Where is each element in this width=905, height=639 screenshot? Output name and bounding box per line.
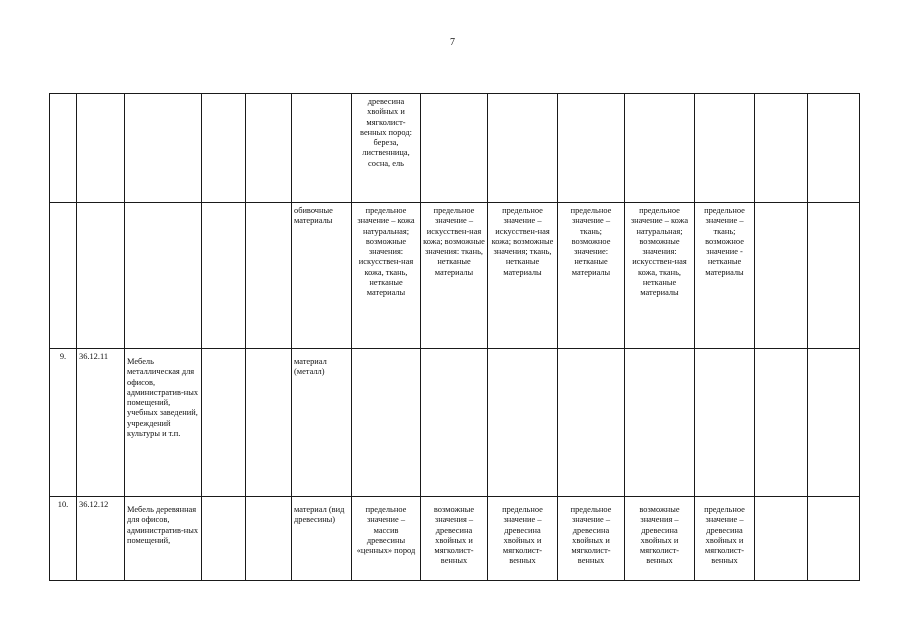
cell-value	[755, 349, 808, 497]
cell-characteristic: материал (вид древесины)	[292, 497, 352, 581]
table-row	[50, 203, 860, 349]
cell-value	[421, 94, 488, 203]
cell-empty	[202, 497, 246, 581]
cell-empty	[808, 349, 860, 497]
cell-value: предельное значение – древесина хвойных и мягколист-венных	[695, 497, 755, 581]
regulation-table	[49, 93, 860, 581]
table-row	[50, 349, 860, 497]
cell-value: предельное значение – искусствен-ная кожа; возможные значения; ткань, нетканые материалы	[488, 203, 558, 349]
cell-characteristic: обивочные материалы	[292, 203, 352, 349]
cell-value	[755, 94, 808, 203]
cell-value: предельное значение – древесина хвойных и мягколист-венных	[558, 497, 625, 581]
cell-empty	[246, 203, 292, 349]
cell-empty	[808, 203, 860, 349]
cell-number: 10.	[50, 497, 77, 581]
cell-empty	[246, 94, 292, 203]
cell-number: 9.	[50, 349, 77, 497]
cell-empty	[246, 497, 292, 581]
cell-value	[558, 94, 625, 203]
cell-value	[625, 94, 695, 203]
cell-value: предельное значение – кожа натуральная; возможные значения: искусствен-ная кожа, ткань, нетканые материалы	[352, 203, 421, 349]
table-row	[50, 497, 860, 581]
page-number: 7	[450, 37, 455, 48]
cell-value: древесина хвойных и мягколист-венных пород: береза, лиственница, сосна, ель	[352, 94, 421, 203]
cell-empty	[202, 349, 246, 497]
cell-empty	[246, 349, 292, 497]
cell-code: 36.12.12	[77, 497, 125, 581]
cell-value: предельное значение – древесина хвойных и мягколист-венных	[488, 497, 558, 581]
cell-value	[695, 94, 755, 203]
cell-value: предельное значение – ткань; возможное значение: нетканые материалы	[558, 203, 625, 349]
cell-name: Мебель деревянная для офисов, административ-ных помещений,	[125, 497, 202, 581]
table-row	[50, 94, 860, 203]
cell-empty	[202, 94, 246, 203]
cell-characteristic	[292, 94, 352, 203]
cell-value	[558, 349, 625, 497]
cell-characteristic: материал (металл)	[292, 349, 352, 497]
cell-value: предельное значение – кожа натуральная; возможные значения: искусствен-ная кожа, ткань, нетканые материалы	[625, 203, 695, 349]
cell-value	[755, 203, 808, 349]
cell-value	[352, 349, 421, 497]
cell-value	[695, 349, 755, 497]
cell-value	[755, 497, 808, 581]
cell-value: предельное значение – искусствен-ная кожа; возможные значения: ткань, нетканые материалы	[421, 203, 488, 349]
cell-value: предельное значение – ткань; возможное значение - нетканые материалы	[695, 203, 755, 349]
cell-empty	[202, 203, 246, 349]
cell-code	[77, 203, 125, 349]
cell-value	[488, 349, 558, 497]
cell-value: предельное значение – массив древесины «ценных» пород	[352, 497, 421, 581]
cell-name	[125, 94, 202, 203]
cell-value: возможные значения – древесина хвойных и мягколист-венных	[421, 497, 488, 581]
cell-value	[421, 349, 488, 497]
cell-empty	[808, 94, 860, 203]
cell-name: Мебель металлическая для офисов, административ-ных помещений, учебных заведений, учреждений культуры и т.п.	[125, 349, 202, 497]
cell-code: 36.12.11	[77, 349, 125, 497]
cell-code	[77, 94, 125, 203]
cell-empty	[808, 497, 860, 581]
cell-value: возможные значения – древесина хвойных и мягколист-венных	[625, 497, 695, 581]
cell-value	[625, 349, 695, 497]
cell-number	[50, 203, 77, 349]
cell-number	[50, 94, 77, 203]
cell-name	[125, 203, 202, 349]
cell-value	[488, 94, 558, 203]
